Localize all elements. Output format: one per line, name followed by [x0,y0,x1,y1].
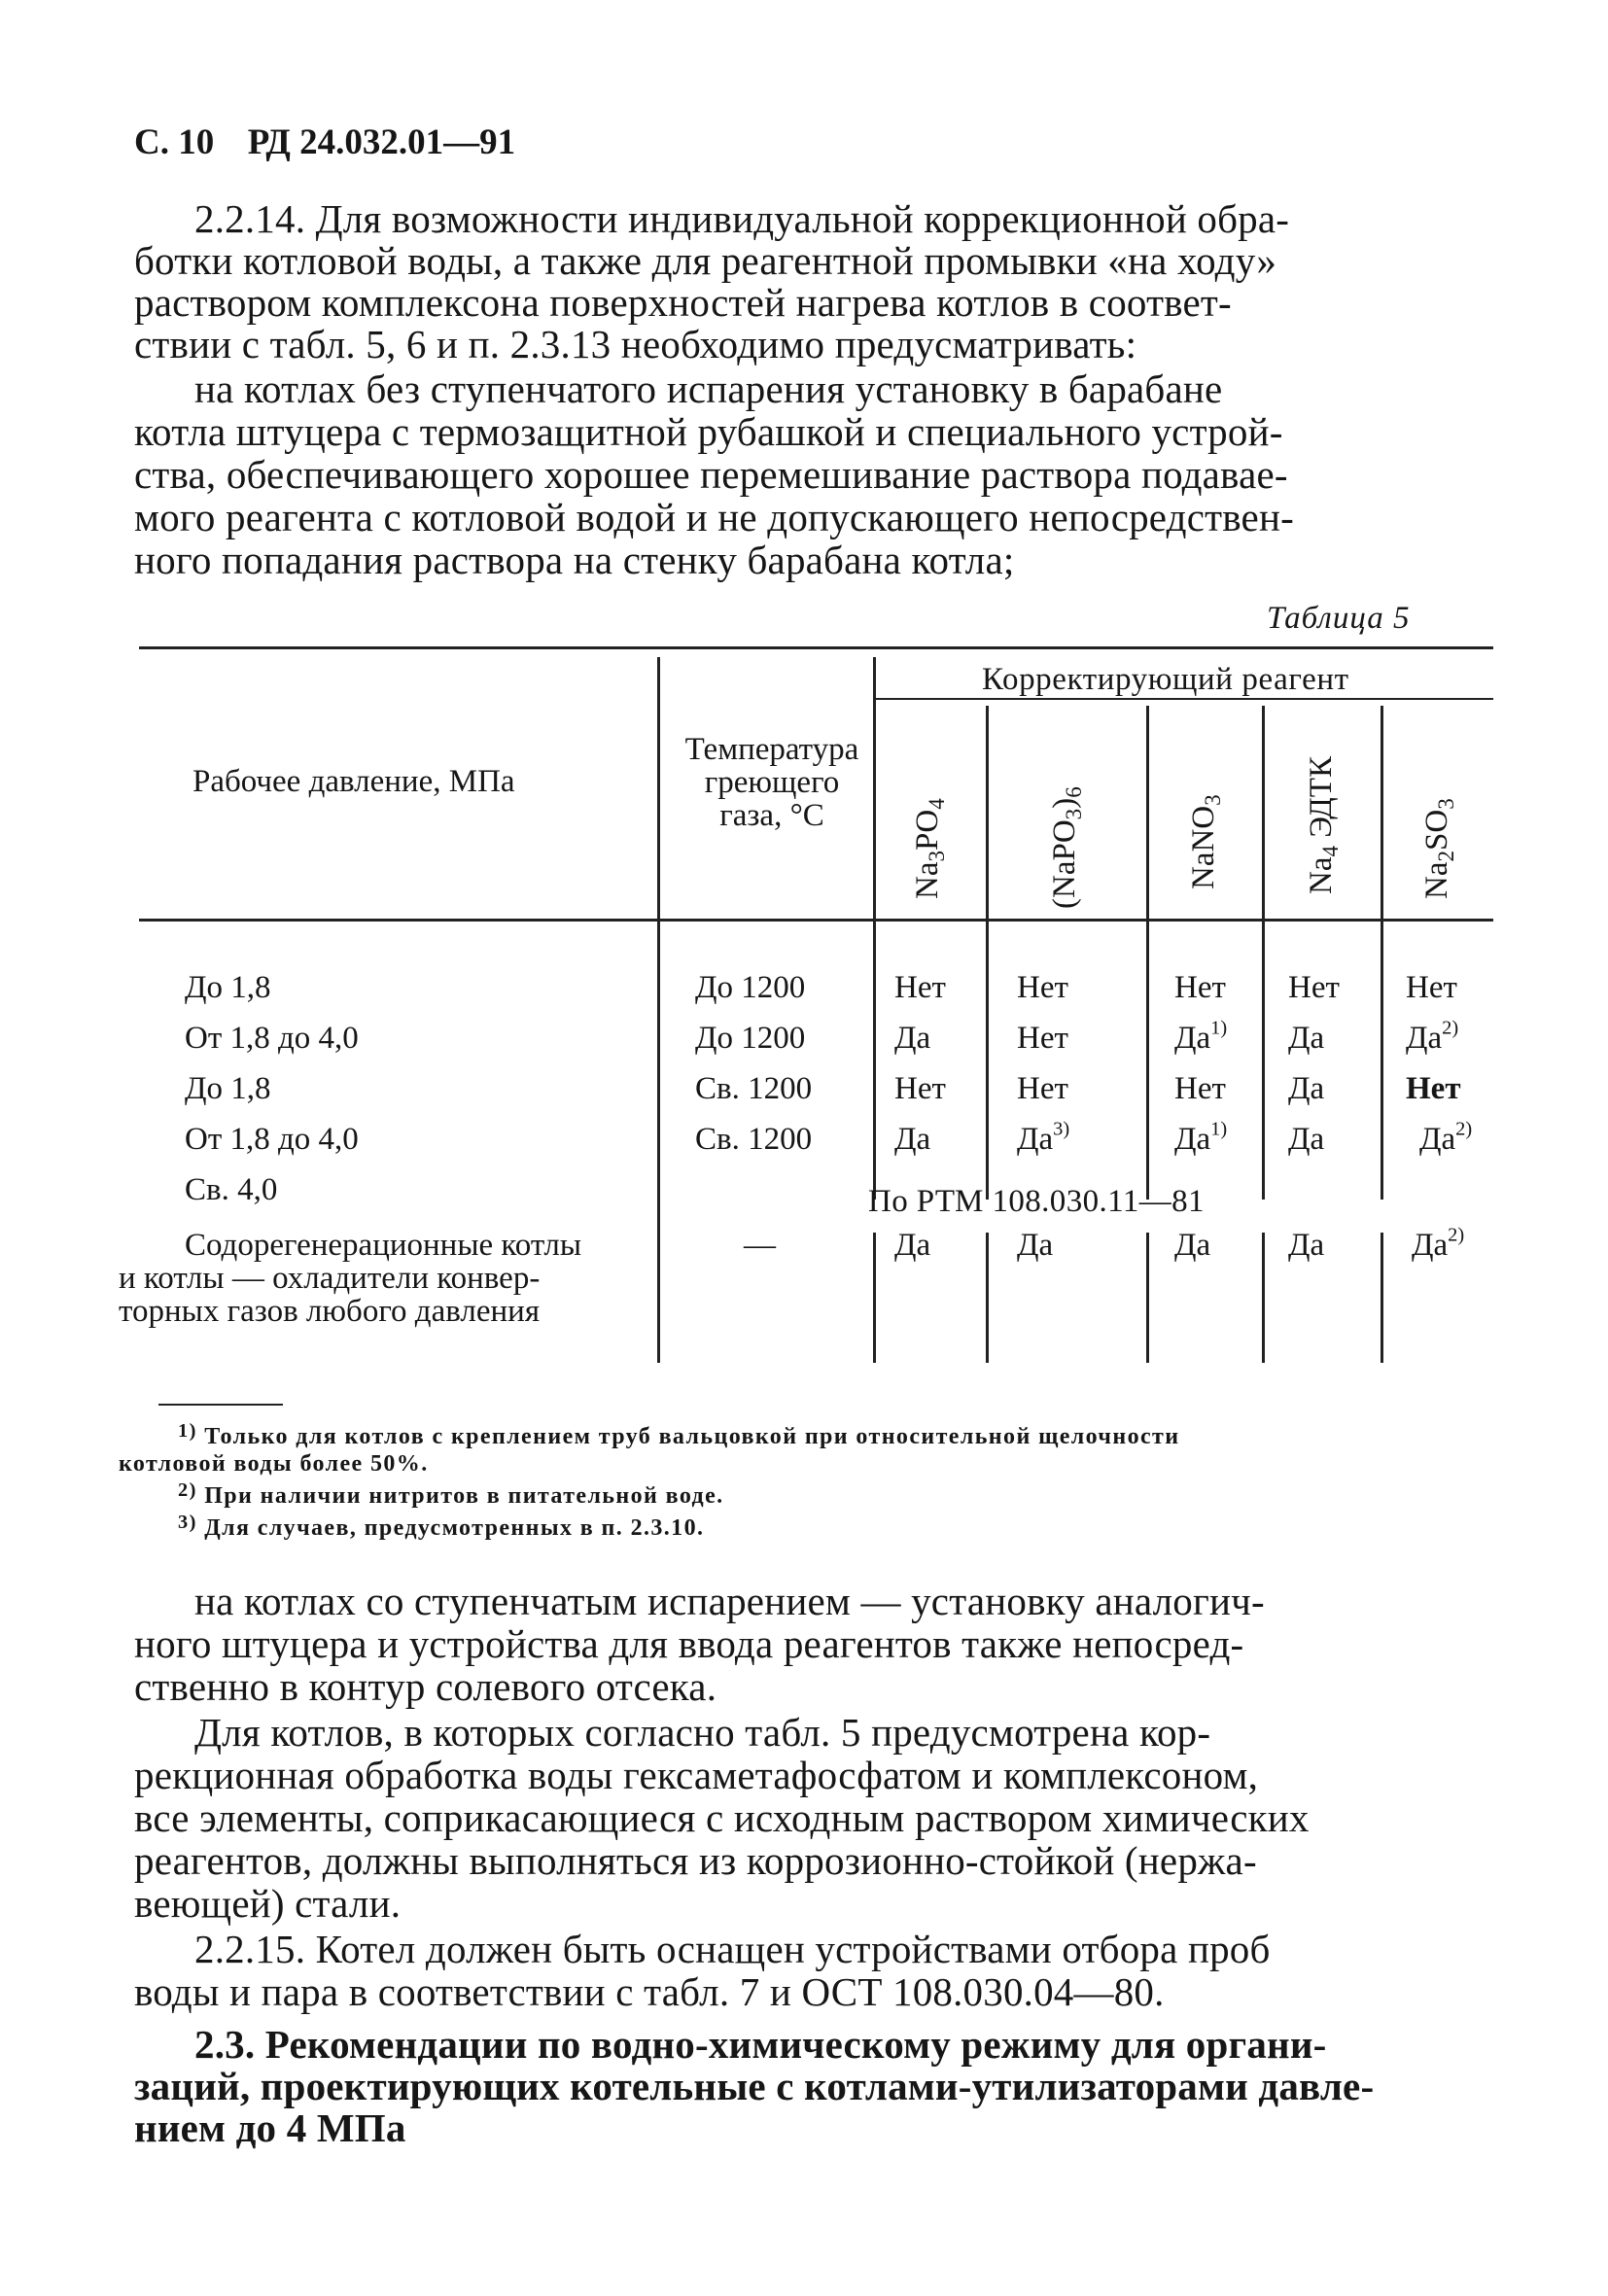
para-2-2-15-line-2: воды и пара в соответствии с табл. 7 и ОСТ 108.030.04—80. [134,1969,1165,2014]
row-2-temp: До 1200 [695,1021,806,1056]
row-2-na3po4: Да [894,1021,931,1056]
table-col-rule-6 [1381,706,1383,1200]
para-no-step-line-1: на котлах без ступенчатого испарения установку в барабане [194,366,1223,411]
row-6-na2so3: $Да^{2)}$ [1412,1224,1465,1263]
para-boilers-line-3: все элементы, соприкасающиеся с исходным раствором химических [134,1795,1310,1840]
para-boilers-line-5: веющей) стали. [134,1881,402,1926]
table-col-rule-6-low [1381,1233,1383,1363]
footnote-ref-1: 1) [1210,1118,1228,1140]
para-2-2-15-line-1: 2.2.15. Котел должен быть оснащен устройствами отбора проб [194,1927,1271,1971]
footnote-2-mark: 2) [178,1478,197,1501]
col-header-reagent-group: Корректирующий реагент [982,662,1349,697]
table-col-rule-4-low [1146,1233,1149,1363]
row-2-nano3: $Да^{1)}$ [1174,1017,1228,1056]
footnote-1-mark: 1) [178,1419,197,1442]
footnote-1-line-2: котловой воды более 50%. [119,1451,429,1477]
row-4-pressure: От 1,8 до 4,0 [185,1122,359,1157]
col-header-napo3-6: $(NaPO_3)_6$ [1047,786,1086,909]
table-col-rule-2 [873,657,876,1200]
row-1-na3po4: Нет [894,970,946,1005]
col-header-temp-line-1: Температура [684,732,859,767]
row-5-merged-note: По РТМ 108.030.11—81 [868,1184,1205,1219]
row-3-temp: Св. 1200 [695,1071,813,1106]
row-1-na2so3: Нет [1406,970,1457,1005]
row-2-na2so3: $Да^{2)}$ [1406,1017,1459,1056]
para-step-line-2: ного штуцера и устройства для ввода реагентов также непосред- [134,1621,1244,1666]
row-4-na3po4: Да [894,1122,931,1157]
row-1-pressure: До 1,8 [185,970,271,1005]
row-6-edtk: Да [1288,1228,1325,1263]
table-col-rule-3 [986,706,989,1200]
row-2-pressure: От 1,8 до 4,0 [185,1021,359,1056]
row-4-na2so3: $Да^{2)}$ [1419,1118,1473,1157]
document-code: РД 24.032.01—91 [247,122,516,162]
para-step-line-1: на котлах со ступенчатым испарением — установку аналогич- [194,1579,1265,1623]
table-top-rule [139,646,1493,649]
col-header-nano3: NaNO$_3$ [1186,794,1225,889]
row-6-pressure-line-2: и котлы — охладители конвер- [119,1261,541,1296]
section-2-3-heading-line-3: нием до 4 МПа [134,2105,406,2150]
reagent-group-rule [875,698,1493,700]
table-col-rule-5 [1262,706,1265,1200]
row-6-temp: — [744,1228,776,1263]
row-6-pressure-line-3: торных газов любого давления [119,1294,540,1329]
para-2-2-14-line-1: 2.2.14. Для возможности индивидуальной коррекционной обра- [194,196,1290,241]
table-col-rule-1 [657,657,660,1363]
col-header-temp-line-3: газа, °C [719,798,824,833]
footnote-3: $^{3)}$ Для случаев, предусмотренных в п. 2.3.10. [178,1511,705,1541]
para-no-step-line-5: ного попадания раствора на стенку барабана котла; [134,538,1015,582]
footnote-ref-2: 2) [1448,1224,1465,1246]
row-6-nano3: Да [1174,1228,1211,1263]
row-4-napo3: $Да^{3)}$ [1017,1118,1070,1157]
para-boilers-line-2: рекционная обработка воды гексаметафосфатом и комплексоном, [134,1753,1259,1797]
row-3-na2so3: Нет [1406,1071,1461,1106]
row-4-temp: Св. 1200 [695,1122,813,1157]
footnote-ref-2: 2) [1442,1017,1459,1039]
footnote-ref-3: 3) [1053,1118,1070,1140]
row-3-nano3: Нет [1174,1071,1226,1106]
row-6-napo3: Да [1017,1228,1054,1263]
row-3-edtk: Да [1288,1071,1325,1106]
para-2-2-14-line-3: раствором комплексона поверхностей нагрева котлов в соответ- [134,280,1232,325]
footnote-separator [158,1404,283,1406]
footnote-2: $^{2)}$ При наличии нитритов в питательной воде. [178,1478,724,1509]
footnote-1-line-1: $^{1)}$ Только для котлов с креплением труб вальцовкой при относительной щелочности [178,1419,1180,1449]
para-no-step-line-3: ства, обеспечивающего хорошее перемешивание раствора подавае- [134,452,1288,497]
row-6-pressure-line-1: Содорегенерационные котлы [185,1228,582,1263]
col-header-na3po4: $Na_3PO_4$ [910,798,949,899]
row-4-nano3: $Да^{1)}$ [1174,1118,1228,1157]
row-3-napo3: Нет [1017,1071,1068,1106]
row-4-edtk: Да [1288,1122,1325,1157]
table-col-rule-3-low [986,1233,989,1363]
table-col-rule-2-low [873,1233,876,1363]
table-caption: Таблица 5 [1267,601,1411,636]
table-col-rule-5-low [1262,1233,1265,1363]
row-2-napo3: Нет [1017,1021,1068,1056]
para-step-line-3: ственно в контур солевого отсека. [134,1664,717,1709]
row-1-temp: До 1200 [695,970,806,1005]
footnote-ref-2: 2) [1455,1118,1473,1140]
row-5-pressure: Св. 4,0 [185,1172,278,1207]
row-2-edtk: Да [1288,1021,1325,1056]
table-col-rule-4 [1146,706,1149,1200]
para-no-step-line-2: котла штуцера с термозащитной рубашкой и специального устрой- [134,409,1283,454]
row-1-edtk: Нет [1288,970,1340,1005]
table-header-rule [139,919,1493,922]
row-1-nano3: Нет [1174,970,1226,1005]
row-6-na3po4: Да [894,1228,931,1263]
para-boilers-line-4: реагентов, должны выполняться из коррозионно-стойкой (нержа- [134,1838,1257,1883]
footnote-3-mark: 3) [178,1511,197,1533]
para-2-2-14-line-2: ботки котловой воды, а также для реагентной промывки «на ходу» [134,238,1277,283]
col-header-temp-line-2: греющего [704,765,840,800]
footnote-ref-1: 1) [1210,1017,1228,1039]
page-number: С. 10 [134,122,215,162]
para-no-step-line-4: мого реагента с котловой водой и не допускающего непосредствен- [134,495,1294,539]
para-2-2-14-line-4: ствии с табл. 5, 6 и п. 2.3.13 необходимо предусматривать: [134,322,1137,366]
col-header-na2so3: $Na_2SO_3$ [1419,798,1458,899]
para-boilers-line-1: Для котлов, в которых согласно табл. 5 предусмотрена кор- [194,1710,1211,1755]
page-header [134,124,515,160]
col-header-na4-edtk: $Na_4$ ЭДТК [1304,756,1343,894]
col-header-pressure: Рабочее давление, МПа [192,764,515,799]
row-1-napo3: Нет [1017,970,1068,1005]
section-2-3-heading-line-2: заций, проектирующих котельные с котлами-утилизаторами давле- [134,2064,1375,2108]
section-2-3-heading-line-1: 2.3. Рекомендации по водно-химическому режиму для органи- [194,2022,1327,2067]
row-3-na3po4: Нет [894,1071,946,1106]
row-3-pressure: До 1,8 [185,1071,271,1106]
